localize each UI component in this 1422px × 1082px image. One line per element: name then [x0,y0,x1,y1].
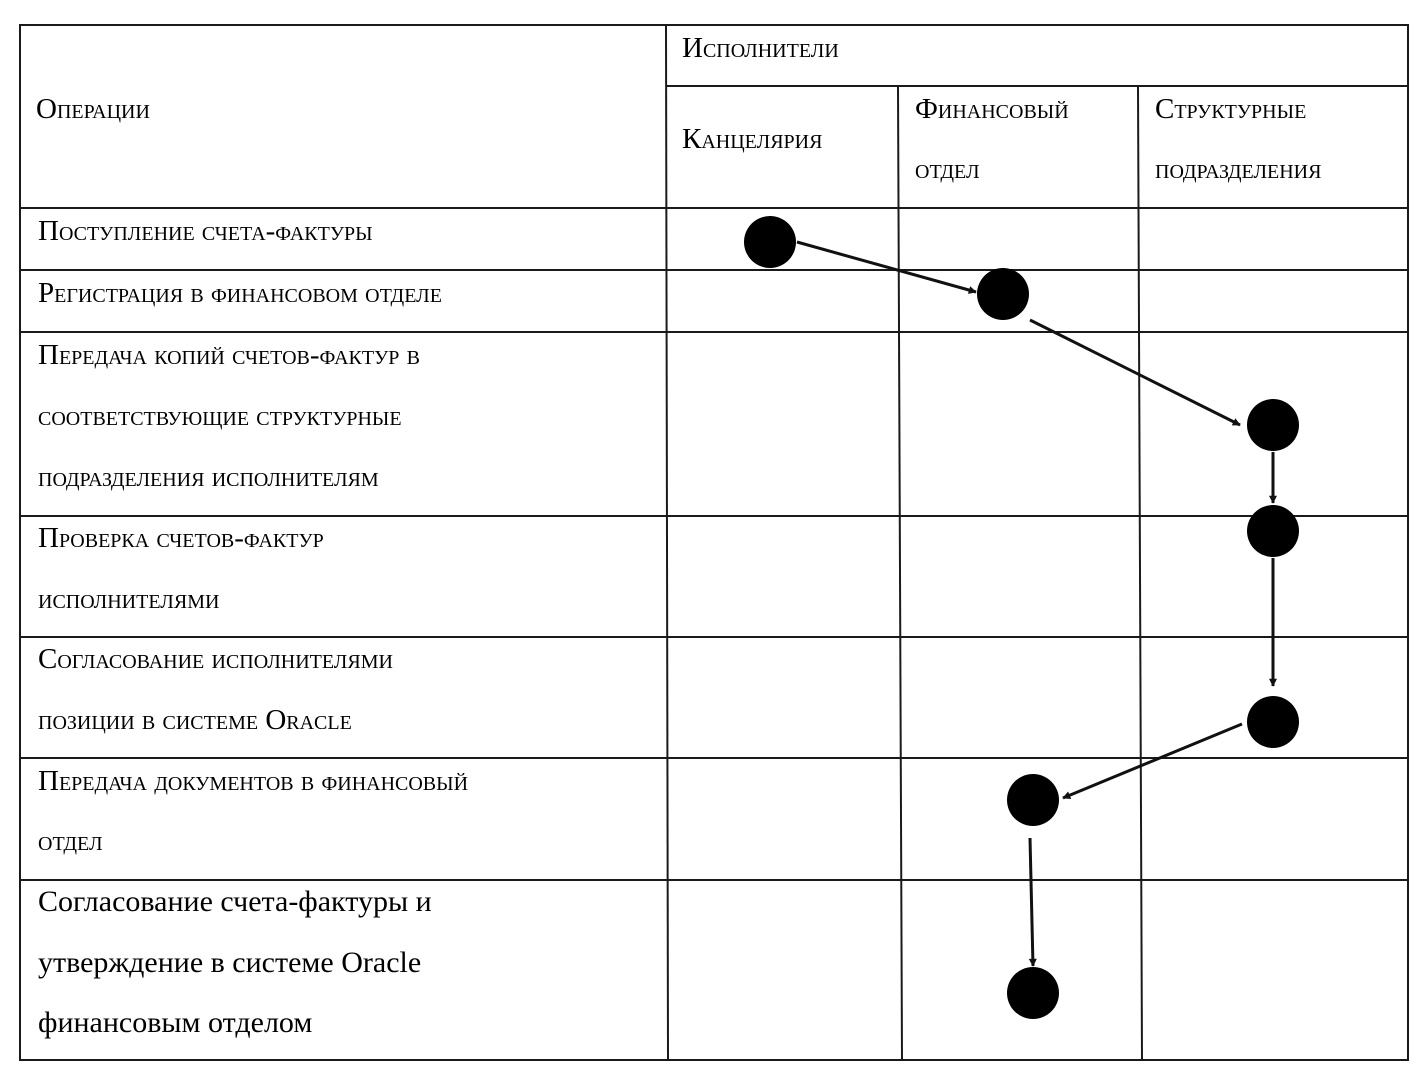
operation-line: Согласование исполнителями [38,643,393,675]
operation-line: Согласование счета-фактуры и [38,885,432,918]
operation-line: Передача документов в финансовый [38,765,469,797]
flow-node-step-1 [744,216,796,268]
operation-row-3 [38,339,427,493]
operation-row-2 [38,277,442,309]
header-col-structural [1155,93,1321,185]
operations-column [38,215,475,1039]
flow-arrows [797,242,1273,966]
header-operations: Операции [36,93,150,125]
flow-node-step-7 [1007,967,1059,1019]
flow-node-step-5 [1247,696,1299,748]
column-divider-operations [666,25,668,1060]
operation-row-7 [38,885,439,1039]
flow-node-step-4 [1247,505,1299,557]
flow-arrow-5-to-6 [1063,724,1242,798]
operation-line: исполнителями [38,583,220,615]
operation-line: Регистрация в финансовом отделе [38,277,442,309]
flow-arrow-1-to-2 [797,242,976,292]
header-col-line: отдел [915,153,980,185]
header-col-line: Структурные [1155,93,1307,125]
header-performers: Исполнители [682,32,839,64]
operation-line: позиции в системе Oracle [38,704,352,736]
operation-line: Проверка счетов-фактур [38,522,324,554]
header-col-line: Канцелярия [682,123,823,155]
flow-arrow-6-to-7 [1030,838,1033,966]
flow-nodes [744,216,1299,1019]
header-col-chancellery [682,123,822,155]
operation-line: отдел [38,825,103,857]
operation-row-5 [38,643,400,736]
operation-line: подразделения исполнителям [38,461,379,493]
operation-line: соответствующие структурные [38,400,402,432]
column-divider-structural [1138,86,1142,1060]
operation-row-6 [38,765,475,857]
header-col-line: Финансовый [915,93,1069,125]
column-divider-finance [898,86,902,1060]
header-col-line: подразделения [1155,153,1322,185]
operation-line: Поступление счета-фактуры [38,215,373,247]
operation-line: Передача копий счетов-фактур в [38,339,420,371]
flow-node-step-2 [977,268,1029,320]
operation-line: финансовым отделом [38,1006,313,1039]
flow-node-step-6 [1007,774,1059,826]
operation-row-4 [38,522,331,615]
table-header [36,32,1321,185]
header-col-finance [915,93,1076,185]
flow-node-step-3 [1247,399,1299,451]
flow-arrow-2-to-3 [1030,320,1240,425]
operation-row-1 [38,215,373,247]
operation-line: утверждение в системе Oracle [38,946,422,979]
